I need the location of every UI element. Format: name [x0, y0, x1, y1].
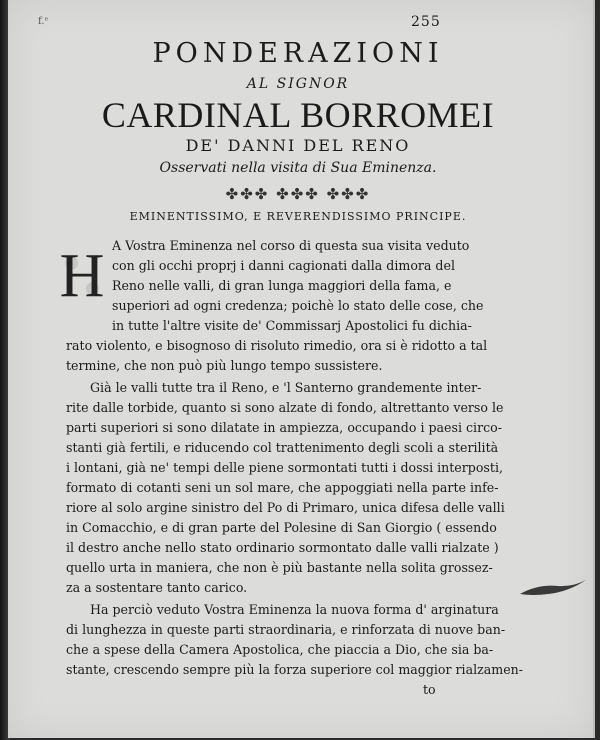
body-line: in tutte l'altre visite de' Commissarj Apostolici fu dichia-: [112, 318, 472, 333]
body-line: quello urta in maniera, che non è più bastante nella solita grossez-: [66, 560, 493, 575]
body-line: Ha perciò veduto Vostra Eminenza la nuova forma d' arginatura: [90, 602, 499, 617]
body-line: con gli occhi proprj i danni cagionati dalla dimora del: [112, 258, 455, 273]
page-number: 255: [411, 14, 441, 30]
body-line: in Comacchio, e di gran parte del Polesine di San Giorgio ( essendo: [66, 520, 497, 535]
body-line: rato violento, e bisognoso di risoluto rimedio, ora si è ridotto a tal: [66, 338, 488, 353]
title-cardinal: CARDINAL BORROMEI: [101, 95, 495, 135]
body-line: formato di cotanti seni un sol mare, che appoggiati nella parte infe-: [66, 480, 499, 495]
ornamental-drop-cap: H: [56, 244, 108, 308]
body-line: i lontani, già ne' tempi delle piene sormontati tutti i dossi interposti,: [66, 460, 503, 475]
body-line: stante, crescendo sempre più la forza superiore col maggior rialzamen-: [66, 662, 524, 677]
body-line: rite dalle torbide, quanto si sono alzate di fondo, altrettanto verso le: [66, 400, 504, 415]
ornament-divider: ✤✤✤ ✤✤✤ ✤✤✤: [225, 185, 371, 203]
subtitle-osservati: Osservati nella visita di Sua Eminenza.: [159, 160, 437, 176]
ink-smudge-mark: [518, 578, 588, 600]
body-line: che a spese della Camera Apostolica, che piaccia a Dio, che sia ba-: [66, 642, 494, 657]
body-line: Reno nelle valli, di gran lunga maggiori della fama, e: [112, 278, 452, 293]
document-page: [8, 0, 595, 738]
body-line: za a sostentare tanto carico.: [66, 580, 248, 595]
body-line: Già le valli tutte tra il Reno, e 'l Santerno grandemente inter-: [90, 380, 482, 395]
body-line: di lunghezza in queste parti straordinaria, e rinforzata di nuove ban-: [66, 622, 506, 637]
catchword: to: [423, 682, 436, 697]
body-line: superiori ad ogni credenza; poichè lo stato delle cose, che: [112, 298, 484, 313]
body-line: termine, che non può più lungo tempo sussistere.: [66, 358, 383, 373]
body-line: parti superiori si sono dilatate in ampiezza, occupando i paesi circo-: [66, 420, 502, 435]
corner-mark: f.ᵉ: [38, 16, 49, 27]
salutation: EMINENTISSIMO, E REVERENDISSIMO PRINCIPE.: [129, 210, 467, 223]
title-danni-reno: DE' DANNI DEL RENO: [185, 136, 411, 155]
body-line: A Vostra Eminenza nel corso di questa sua visita veduto: [112, 238, 470, 253]
title-al-signor: AL SIGNOR: [246, 76, 350, 92]
body-line: il destro anche nello stato ordinario sormontato dalle valli rialzate ): [66, 540, 499, 555]
body-line: stanti già fertili, e riducendo col trattenimento degli scoli a sterilità: [66, 440, 499, 455]
body-line: riore al solo argine sinistro del Po di Primaro, unica difesa delle valli: [66, 500, 505, 515]
title-ponderazioni: PONDERAZIONI: [152, 38, 444, 69]
